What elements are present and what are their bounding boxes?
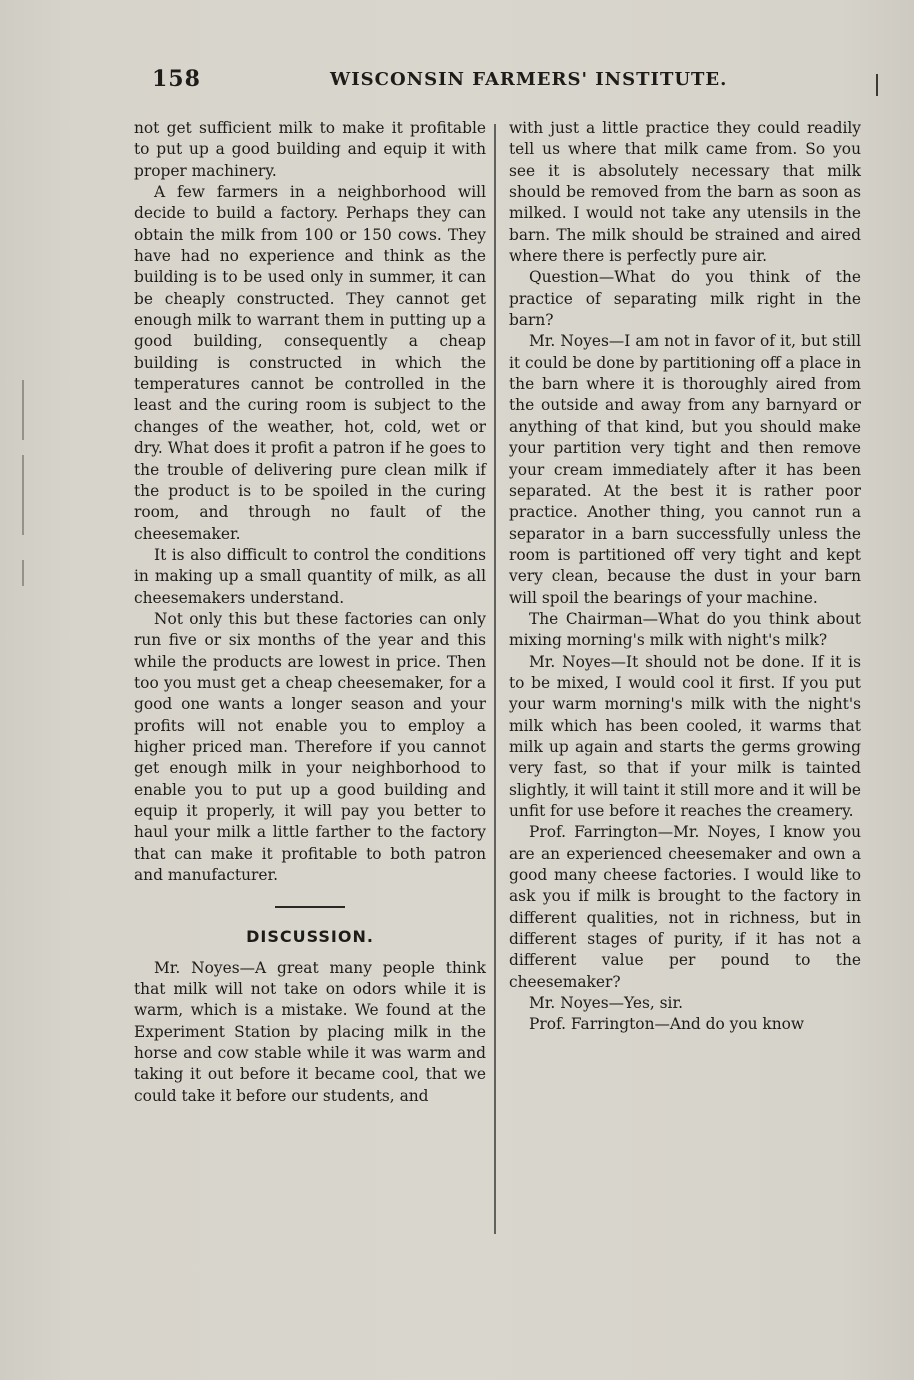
paragraph: Mr. Noyes—It should not be done. If it is to be mixed, I would cool it first. If you put your warm morning's milk with the night's milk which has been cooled, it warms that milk up again and starts the germs growing very fast, so that if your milk is tainted slightly, it will taint it still more and it will be unfit for use before it reaches the creamery. (509, 652, 861, 820)
paragraph: with just a little practice they could readily tell us where that milk came from. So you see it is absolutely necessary that milk should be removed from the barn as soon as milked. I would not take any utensils in the barn. The milk should be strained and aired where there is perfectly pure air. (509, 119, 861, 266)
binding-mark (22, 560, 24, 586)
paragraph: Prof. Farrington—Mr. Noyes, I know you are an experienced cheesemaker and own a good many cheese factories. I would like to ask you if milk is brought to the factory in different qualities, not in richness, but in different stages of purity, if it has not a different value per pound to the cheesemaker? (509, 823, 861, 991)
left-column (134, 118, 486, 1107)
corner-mark (876, 74, 878, 96)
paragraph: not get sufficient milk to make it profitable to put up a good building and equip it with proper machinery. (134, 119, 486, 180)
section-divider (275, 906, 345, 908)
paragraph: Not only this but these factories can only run five or six months of the year and this while the products are lowest in price. Then too you must get a cheap cheesemaker, for a good one wants a longer season and your profits will not enable you to employ a higher priced man. Therefore if you cannot get enough milk in your neighborhood to enable you to put up a good building and equip it properly, it will pay you better to haul your milk a little farther to the factory that can make it profitable to both patron and manufacturer. (134, 609, 486, 885)
section-heading: DISCUSSION. (246, 927, 374, 947)
binding-mark (22, 380, 24, 440)
page-number: 158 (152, 66, 201, 92)
running-head (152, 66, 872, 96)
paragraph: A few farmers in a neighborhood will decide to build a factory. Perhaps they can obtain the milk from 100 or 150 cows. They have had no experience and think as the building is to be used only in summer, it can be cheaply constructed. They cannot get enough milk to warrant them in putting up a good building, consequently a cheap building is constructed in which the temperatures cannot be controlled in the least and the curing room is subject to the changes of the weather, hot, cold, wet or dry. What does it profit a patron if he goes to the trouble of delivering pure clean milk if the product is to be spoiled in the curing room, and through no fault of the cheesemaker. (134, 183, 486, 543)
paragraph: It is also difficult to control the conditions in making up a small quantity of milk, as all cheesemakers understand. (134, 545, 486, 607)
paragraph: Prof. Farrington—And do you know (529, 1015, 805, 1034)
binding-mark (22, 455, 24, 535)
paragraph: Mr. Noyes—Yes, sir. (529, 994, 684, 1013)
paragraph: Mr. Noyes—I am not in favor of it, but still it could be done by partitioning off a place in the barn where it is thoroughly aired from the outside and away from any barnyard or anything of that kind, but you should make your partition very tight and then remove your cream immediately after it has been separated. At the best it is rather poor practice. Another thing, you cannot run a separator in a barn successfully unless the room is partitioned off very tight and kept very clean, because the dust in your barn will spoil the bearings of your machine. (509, 332, 861, 607)
running-title: WISCONSIN FARMERS' INSTITUTE. (330, 69, 728, 90)
paragraph: Question—What do you think of the practice of separating milk right in the barn? (509, 268, 861, 330)
right-column (509, 118, 861, 1036)
paragraph: The Chairman—What do you think about mixing morning's milk with night's milk? (509, 609, 861, 650)
column-rule (494, 124, 496, 1234)
paragraph: Mr. Noyes—A great many people think that milk will not take on odors while it is warm, which is a mistake. We found at the Experiment Station by placing milk in the horse and cow stable while it was warm and taking it out before it became cool, that we could take it before our students, and (134, 958, 486, 1105)
